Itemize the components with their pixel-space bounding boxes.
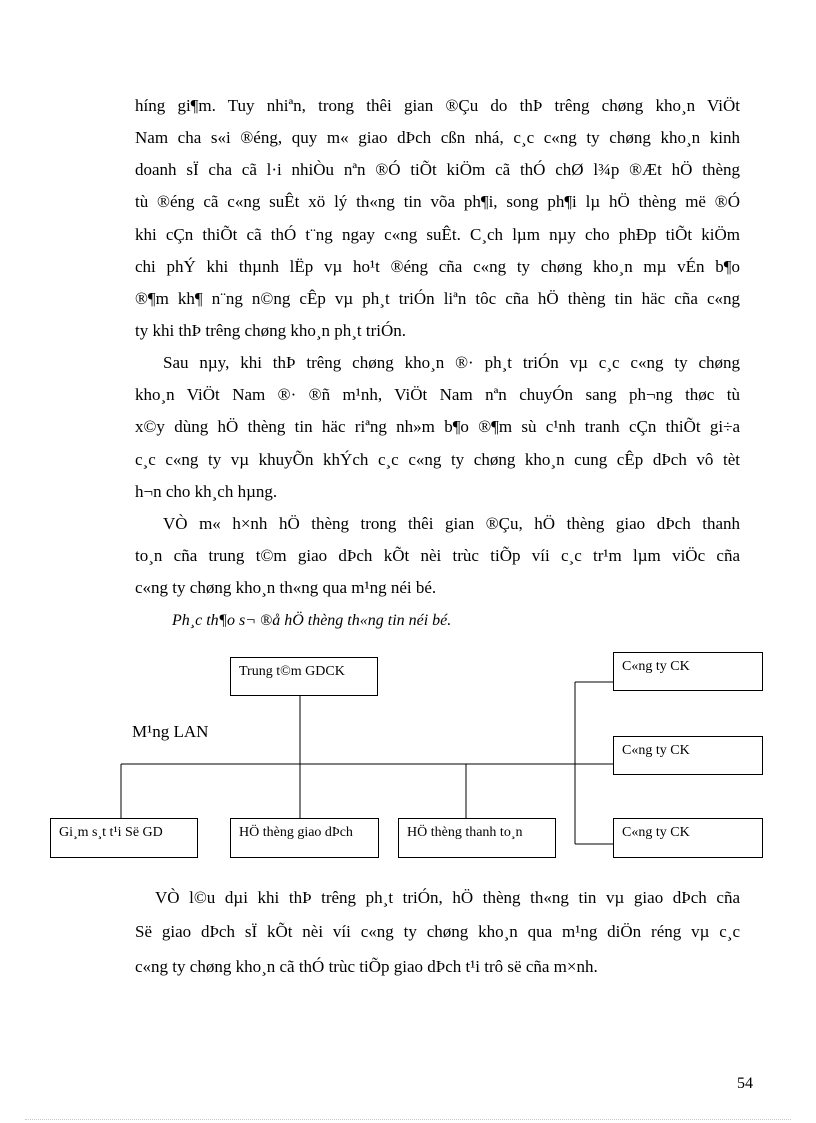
text-line: híng gi¶m. Tuy nhiªn, trong thêi gian ®Çu do thÞ trêng chøng kho¸n ViÖt — [135, 96, 740, 115]
right-box-cong-ty-3 — [613, 818, 763, 858]
box-label: HÖ thèng thanh to¸n — [407, 825, 523, 840]
text-line: ty khi thÞ trêng chøng kho¸n ph¸t triÓn. — [135, 321, 407, 340]
box-label: Trung t©m GDCK — [239, 664, 345, 679]
center-box-trung-tam — [230, 657, 378, 696]
bottom-box-giao-dich — [230, 818, 379, 858]
text-line: khi cÇn thiÕt cã thÓ t¨ng ngay c«ng suÊt. C¸ch lµm nµy cho phÐp tiÕt kiÖm — [135, 225, 740, 244]
text-line: c«ng ty chøng kho¸n cã thÓ trùc tiÕp giao dÞch t¹i trô së cña m×nh. — [135, 957, 598, 976]
box-label: C«ng ty CK — [622, 825, 690, 840]
text-line: h¬n cho kh¸ch hµng. — [135, 482, 278, 501]
text-line: chi phÝ khi thµnh lËp vµ ho¹t ®éng cña c«ng ty chøng kho¸n mµ vÉn b¶o — [135, 257, 740, 276]
text-line: kho¸n ViÖt Nam ®· ®ñ m¹nh, ViÖt Nam nªn chuyÓn sang ph¬ng thøc tù — [135, 385, 740, 404]
box-label: Gi¸m s¸t t¹i Së GD — [59, 825, 163, 840]
page-number: 54 — [737, 1075, 753, 1092]
text-line: Së giao dÞch sÏ kÕt nèi víi c«ng ty chøng kho¸n qua m¹ng diÖn réng vµ c¸c — [135, 922, 740, 941]
text-line: ®¶m kh¶ n¨ng n©ng cÊp vµ ph¸t triÓn liªn tôc cña hÖ thèng tin häc cña c«ng — [135, 289, 740, 308]
text-line: Sau nµy, khi thÞ trêng chøng kho¸n ®· ph¸t triÓn vµ c¸c c«ng ty chøng — [163, 353, 740, 372]
text-line: x©y dùng hÖ thèng tin häc riªng nh»m b¶o ®¶m sù c¹nh tranh cÇn thiÕt gi÷a — [135, 417, 740, 436]
text-line: doanh sÏ cha cã l·i nhiÒu nªn ®Ó tiÕt kiÖm cã thÓ chØ l¾p ®Æt hÖ thèng — [135, 160, 740, 179]
text-line: tù ®éng cã c«ng suÊt xö lý th«ng tin võa ph¶i, song ph¶i lµ hÖ thèng më ®Ó — [135, 192, 740, 211]
bottom-divider — [25, 1119, 791, 1120]
text-line: to¸n cña trung t©m giao dÞch kÕt nèi trùc tiÕp víi c¸c tr¹m lµm viÖc cña — [135, 546, 740, 565]
text-line: c«ng ty chøng kho¸n th«ng qua m¹ng néi bé. — [135, 578, 437, 597]
right-box-cong-ty-1 — [613, 652, 763, 691]
text-line: VÒ m« h×nh hÖ thèng trong thêi gian ®Çu, hÖ thèng giao dÞch thanh — [163, 514, 740, 533]
bottom-box-thanh-toan — [398, 818, 556, 858]
text-line: c¸c c«ng ty vµ khuyÕn khÝch c¸c c«ng ty chøng kho¸n cung cÊp dÞch vô tèt — [135, 450, 740, 469]
bottom-box-giam-sat — [50, 818, 198, 858]
box-label: C«ng ty CK — [622, 743, 690, 758]
box-label: C«ng ty CK — [622, 659, 690, 674]
figure-caption: Ph¸c th¶o s¬ ®å hÖ thèng th«ng tin néi bé. — [172, 612, 452, 629]
box-label: HÖ thèng giao dÞch — [239, 825, 353, 840]
lan-label: M¹ng LAN — [132, 722, 209, 741]
text-line: Nam cha s«i ®éng, quy m« giao dÞch cßn nhá, c¸c c«ng ty chøng kho¸n kinh — [135, 128, 740, 147]
text-line: VÒ l©u dµi khi thÞ trêng ph¸t triÓn, hÖ thèng th«ng tin vµ giao dÞch cña — [155, 888, 740, 907]
right-box-cong-ty-2 — [613, 736, 763, 775]
